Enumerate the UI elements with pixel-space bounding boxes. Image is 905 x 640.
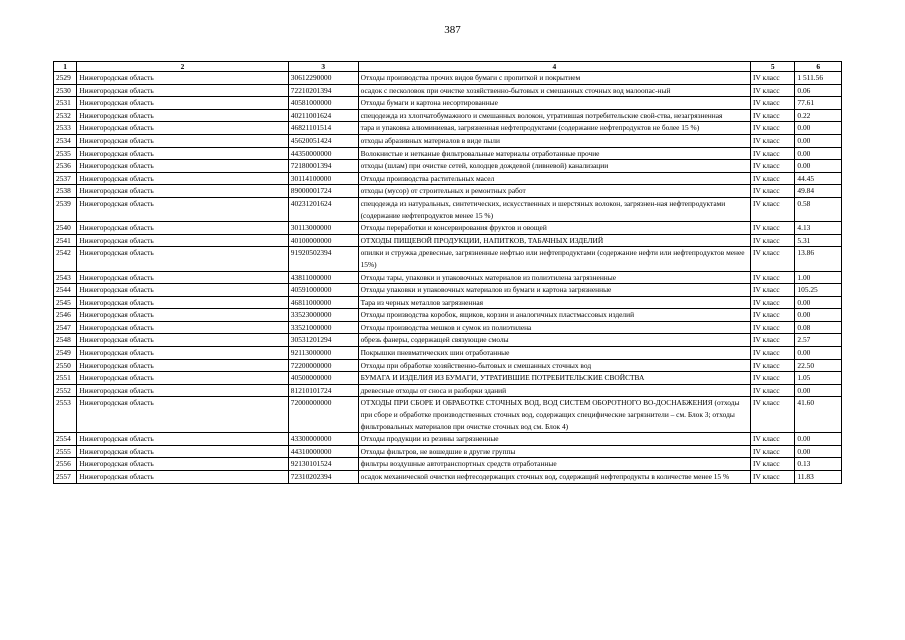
column-header: 1 <box>54 62 77 72</box>
row-number-cell: 2557 <box>54 471 77 484</box>
row-number-cell: 2556 <box>54 458 77 471</box>
hazard-class-cell: IV класс <box>751 222 795 235</box>
table-row <box>54 84 842 97</box>
table-row <box>54 172 842 185</box>
waste-name-cell: тара и упаковка алюминиевая, загрязненная нефтепродуктами (содержание нефтепродуктов не более 15 %) <box>358 122 750 135</box>
waste-name-cell: опилки и стружка древесные, загрязненные нефтью или нефтепродуктами (содержание нефти или нефтепродуктов менее 15%) <box>358 247 750 271</box>
column-header: 2 <box>77 62 289 72</box>
amount-cell: 0.00 <box>795 296 842 309</box>
row-number-cell: 2548 <box>54 334 77 347</box>
region-cell: Нижегородская область <box>77 271 289 284</box>
table-row <box>54 72 842 85</box>
waste-name-cell: осадок механической очистки нефтесодержащих сточных вод, содержащий нефтепродукты в количестве менее 15 % <box>358 471 750 484</box>
waste-name-cell: Тара из черных металлов загрязненная <box>358 296 750 309</box>
column-header: 6 <box>795 62 842 72</box>
waste-code-cell: 40100000000 <box>288 234 358 247</box>
waste-code-cell: 40581000000 <box>288 97 358 110</box>
waste-name-cell: Отходы тары, упаковки и упаковочных материалов из полиэтилена загрязненные <box>358 271 750 284</box>
waste-name-cell: БУМАГА И ИЗДЕЛИЯ ИЗ БУМАГИ, УТРАТИВШИЕ ПОТРЕБИТЕЛЬСКИЕ СВОЙСТВА <box>358 372 750 385</box>
hazard-class-cell: IV класс <box>751 72 795 85</box>
waste-code-cell: 44310000000 <box>288 445 358 458</box>
table-header-row <box>54 62 842 72</box>
waste-name-cell: Покрышки пневматических шин отработанные <box>358 347 750 360</box>
region-cell: Нижегородская область <box>77 222 289 235</box>
waste-name-cell: древесные отходы от сноса и разборки зданий <box>358 384 750 397</box>
waste-name-cell: фильтры воздушные автотранспортных средств отработанные <box>358 458 750 471</box>
table-row <box>54 321 842 334</box>
amount-cell: 0.22 <box>795 109 842 122</box>
amount-cell: 0.13 <box>795 458 842 471</box>
hazard-class-cell: IV класс <box>751 97 795 110</box>
row-number-cell: 2546 <box>54 309 77 322</box>
region-cell: Нижегородская область <box>77 234 289 247</box>
hazard-class-cell: IV класс <box>751 172 795 185</box>
waste-code-cell: 72310202394 <box>288 471 358 484</box>
waste-code-cell: 43811000000 <box>288 271 358 284</box>
amount-cell: 41.60 <box>795 397 842 433</box>
table-row <box>54 372 842 385</box>
table-row <box>54 222 842 235</box>
row-number-cell: 2554 <box>54 433 77 446</box>
hazard-class-cell: IV класс <box>751 284 795 297</box>
region-cell: Нижегородская область <box>77 445 289 458</box>
row-number-cell: 2545 <box>54 296 77 309</box>
waste-name-cell: спецодежда из хлопчатобумажного и смешанных волокон, утратившая потребительские свой-ства, незагрязненная <box>358 109 750 122</box>
row-number-cell: 2536 <box>54 160 77 173</box>
amount-cell: 0.00 <box>795 445 842 458</box>
waste-code-cell: 30531201294 <box>288 334 358 347</box>
table-row <box>54 271 842 284</box>
page-number: 387 <box>444 24 461 36</box>
table-row <box>54 197 842 221</box>
hazard-class-cell: IV класс <box>751 271 795 284</box>
waste-code-cell: 72000000000 <box>288 397 358 433</box>
table-row <box>54 134 842 147</box>
waste-name-cell: отходы (шлам) при очистке сетей, колодцев дождевой (ливневой) канализации <box>358 160 750 173</box>
waste-code-cell: 91920502394 <box>288 247 358 271</box>
table-row <box>54 347 842 360</box>
region-cell: Нижегородская область <box>77 372 289 385</box>
row-number-cell: 2535 <box>54 147 77 160</box>
waste-name-cell: Отходы производства коробок, ящиков, корзин и аналогичных пластмассовых изделий <box>358 309 750 322</box>
waste-code-cell: 43300000000 <box>288 433 358 446</box>
region-cell: Нижегородская область <box>77 185 289 198</box>
hazard-class-cell: IV класс <box>751 296 795 309</box>
waste-code-cell: 30612290000 <box>288 72 358 85</box>
row-number-cell: 2539 <box>54 197 77 221</box>
table-row <box>54 97 842 110</box>
amount-cell: 0.00 <box>795 147 842 160</box>
row-number-cell: 2549 <box>54 347 77 360</box>
table-row <box>54 359 842 372</box>
region-cell: Нижегородская область <box>77 321 289 334</box>
row-number-cell: 2553 <box>54 397 77 433</box>
table-row <box>54 284 842 297</box>
amount-cell: 77.61 <box>795 97 842 110</box>
amount-cell: 13.86 <box>795 247 842 271</box>
amount-cell: 44.45 <box>795 172 842 185</box>
hazard-class-cell: IV класс <box>751 372 795 385</box>
column-header: 5 <box>751 62 795 72</box>
table-row <box>54 458 842 471</box>
amount-cell: 0.00 <box>795 309 842 322</box>
hazard-class-cell: IV класс <box>751 445 795 458</box>
waste-name-cell: ОТХОДЫ ПИЩЕВОЙ ПРОДУКЦИИ, НАПИТКОВ, ТАБАЧНЫХ ИЗДЕЛИЙ <box>358 234 750 247</box>
amount-cell: 5.31 <box>795 234 842 247</box>
row-number-cell: 2534 <box>54 134 77 147</box>
table-row <box>54 247 842 271</box>
region-cell: Нижегородская область <box>77 147 289 160</box>
waste-code-cell: 45620051424 <box>288 134 358 147</box>
amount-cell: 0.58 <box>795 197 842 221</box>
hazard-class-cell: IV класс <box>751 197 795 221</box>
row-number-cell: 2530 <box>54 84 77 97</box>
amount-cell: 49.84 <box>795 185 842 198</box>
hazard-class-cell: IV класс <box>751 122 795 135</box>
amount-cell: 1.00 <box>795 271 842 284</box>
waste-name-cell: Волокнистые и нетканые фильтровальные материалы отработанные прочие <box>358 147 750 160</box>
row-number-cell: 2547 <box>54 321 77 334</box>
hazard-class-cell: IV класс <box>751 321 795 334</box>
region-cell: Нижегородская область <box>77 122 289 135</box>
amount-cell: 4.13 <box>795 222 842 235</box>
waste-code-cell: 30114100000 <box>288 172 358 185</box>
table-row <box>54 471 842 484</box>
amount-cell: 1.05 <box>795 372 842 385</box>
table-row <box>54 185 842 198</box>
table-row <box>54 234 842 247</box>
region-cell: Нижегородская область <box>77 160 289 173</box>
waste-code-cell: 72210201394 <box>288 84 358 97</box>
region-cell: Нижегородская область <box>77 296 289 309</box>
hazard-class-cell: IV класс <box>751 458 795 471</box>
waste-code-cell: 33523000000 <box>288 309 358 322</box>
row-number-cell: 2532 <box>54 109 77 122</box>
row-number-cell: 2550 <box>54 359 77 372</box>
waste-name-cell: Отходы при обработке хозяйственно-бытовых и смешанных сточных вод <box>358 359 750 372</box>
table-row <box>54 109 842 122</box>
waste-name-cell: Отходы производства мешков и сумок из полиэтилена <box>358 321 750 334</box>
waste-code-cell: 40500000000 <box>288 372 358 385</box>
amount-cell: 0.00 <box>795 433 842 446</box>
waste-code-cell: 92130101524 <box>288 458 358 471</box>
waste-name-cell: Отходы продукции из резины загрязненные <box>358 433 750 446</box>
table-row <box>54 296 842 309</box>
hazard-class-cell: IV класс <box>751 160 795 173</box>
region-cell: Нижегородская область <box>77 397 289 433</box>
amount-cell: 2.57 <box>795 334 842 347</box>
table-row <box>54 384 842 397</box>
region-cell: Нижегородская область <box>77 134 289 147</box>
region-cell: Нижегородская область <box>77 247 289 271</box>
row-number-cell: 2544 <box>54 284 77 297</box>
region-cell: Нижегородская область <box>77 458 289 471</box>
region-cell: Нижегородская область <box>77 109 289 122</box>
waste-name-cell: спецодежда из натуральных, синтетических, искусственных и шерстяных волокон, загрязнен-ная нефтепродуктами (содержание нефтепродуктов менее 15 %) <box>358 197 750 221</box>
hazard-class-cell: IV класс <box>751 84 795 97</box>
region-cell: Нижегородская область <box>77 384 289 397</box>
row-number-cell: 2543 <box>54 271 77 284</box>
table-row <box>54 433 842 446</box>
row-number-cell: 2551 <box>54 372 77 385</box>
waste-name-cell: ОТХОДЫ ПРИ СБОРЕ И ОБРАБОТКЕ СТОЧНЫХ ВОД, ВОД СИСТЕМ ОБОРОТНОГО ВО-ДОСНАБЖЕНИЯ (отходы при сборе и обработке производственных сточных вод, содержащих специфические загрязнители – см. Блок 3; отходы фильтровальных материалов при очистке сточных вод см. Блок 4) <box>358 397 750 433</box>
table-row <box>54 397 842 433</box>
table-row <box>54 122 842 135</box>
row-number-cell: 2531 <box>54 97 77 110</box>
region-cell: Нижегородская область <box>77 433 289 446</box>
row-number-cell: 2529 <box>54 72 77 85</box>
hazard-class-cell: IV класс <box>751 309 795 322</box>
waste-name-cell: Отходы производства растительных масел <box>358 172 750 185</box>
region-cell: Нижегородская область <box>77 97 289 110</box>
hazard-class-cell: IV класс <box>751 234 795 247</box>
waste-name-cell: Отходы производства прочих видов бумаги с пропиткой и покрытием <box>358 72 750 85</box>
column-header: 3 <box>288 62 358 72</box>
waste-registry-table <box>53 61 842 484</box>
row-number-cell: 2542 <box>54 247 77 271</box>
amount-cell: 0.00 <box>795 160 842 173</box>
row-number-cell: 2533 <box>54 122 77 135</box>
amount-cell: 22.50 <box>795 359 842 372</box>
region-cell: Нижегородская область <box>77 347 289 360</box>
region-cell: Нижегородская область <box>77 172 289 185</box>
region-cell: Нижегородская область <box>77 309 289 322</box>
waste-code-cell: 46821101514 <box>288 122 358 135</box>
amount-cell: 0.00 <box>795 122 842 135</box>
hazard-class-cell: IV класс <box>751 397 795 433</box>
hazard-class-cell: IV класс <box>751 147 795 160</box>
column-header: 4 <box>358 62 750 72</box>
waste-code-cell: 40211001624 <box>288 109 358 122</box>
waste-code-cell: 92113000000 <box>288 347 358 360</box>
waste-code-cell: 72180001394 <box>288 160 358 173</box>
region-cell: Нижегородская область <box>77 72 289 85</box>
waste-code-cell: 40591000000 <box>288 284 358 297</box>
waste-name-cell: Отходы переработки и консервирования фруктов и овощей <box>358 222 750 235</box>
amount-cell: 0.06 <box>795 84 842 97</box>
waste-code-cell: 40231201624 <box>288 197 358 221</box>
region-cell: Нижегородская область <box>77 334 289 347</box>
hazard-class-cell: IV класс <box>751 347 795 360</box>
row-number-cell: 2541 <box>54 234 77 247</box>
amount-cell: 1 511.56 <box>795 72 842 85</box>
table-row <box>54 309 842 322</box>
table-row <box>54 445 842 458</box>
waste-name-cell: осадок с песколовок при очистке хозяйственно-бытовых и смешанных сточных вод малоопас-ный <box>358 84 750 97</box>
region-cell: Нижегородская область <box>77 471 289 484</box>
amount-cell: 0.00 <box>795 384 842 397</box>
waste-code-cell: 30113000000 <box>288 222 358 235</box>
hazard-class-cell: IV класс <box>751 247 795 271</box>
hazard-class-cell: IV класс <box>751 185 795 198</box>
amount-cell: 0.00 <box>795 347 842 360</box>
waste-code-cell: 44350000000 <box>288 147 358 160</box>
region-cell: Нижегородская область <box>77 284 289 297</box>
amount-cell: 0.08 <box>795 321 842 334</box>
hazard-class-cell: IV класс <box>751 134 795 147</box>
region-cell: Нижегородская область <box>77 84 289 97</box>
row-number-cell: 2540 <box>54 222 77 235</box>
waste-code-cell: 89000001724 <box>288 185 358 198</box>
hazard-class-cell: IV класс <box>751 384 795 397</box>
hazard-class-cell: IV класс <box>751 433 795 446</box>
row-number-cell: 2555 <box>54 445 77 458</box>
waste-code-cell: 33521000000 <box>288 321 358 334</box>
waste-name-cell: отходы (мусор) от строительных и ремонтных работ <box>358 185 750 198</box>
waste-name-cell: обрезь фанеры, содержащей связующие смолы <box>358 334 750 347</box>
waste-code-cell: 72200000000 <box>288 359 358 372</box>
table-row <box>54 147 842 160</box>
waste-name-cell: Отходы упаковки и упаковочных материалов из бумаги и картона загрязненные <box>358 284 750 297</box>
amount-cell: 105.25 <box>795 284 842 297</box>
amount-cell: 0.00 <box>795 134 842 147</box>
table-row <box>54 334 842 347</box>
waste-name-cell: отходы абразивных материалов в виде пыли <box>358 134 750 147</box>
waste-code-cell: 81210101724 <box>288 384 358 397</box>
hazard-class-cell: IV класс <box>751 359 795 372</box>
row-number-cell: 2538 <box>54 185 77 198</box>
table-row <box>54 160 842 173</box>
hazard-class-cell: IV класс <box>751 471 795 484</box>
waste-name-cell: Отходы бумаги и картона несортированные <box>358 97 750 110</box>
row-number-cell: 2552 <box>54 384 77 397</box>
region-cell: Нижегородская область <box>77 359 289 372</box>
amount-cell: 11.83 <box>795 471 842 484</box>
row-number-cell: 2537 <box>54 172 77 185</box>
hazard-class-cell: IV класс <box>751 109 795 122</box>
hazard-class-cell: IV класс <box>751 334 795 347</box>
region-cell: Нижегородская область <box>77 197 289 221</box>
waste-name-cell: Отходы фильтров, не вошедшие в другие группы <box>358 445 750 458</box>
waste-code-cell: 46811000000 <box>288 296 358 309</box>
